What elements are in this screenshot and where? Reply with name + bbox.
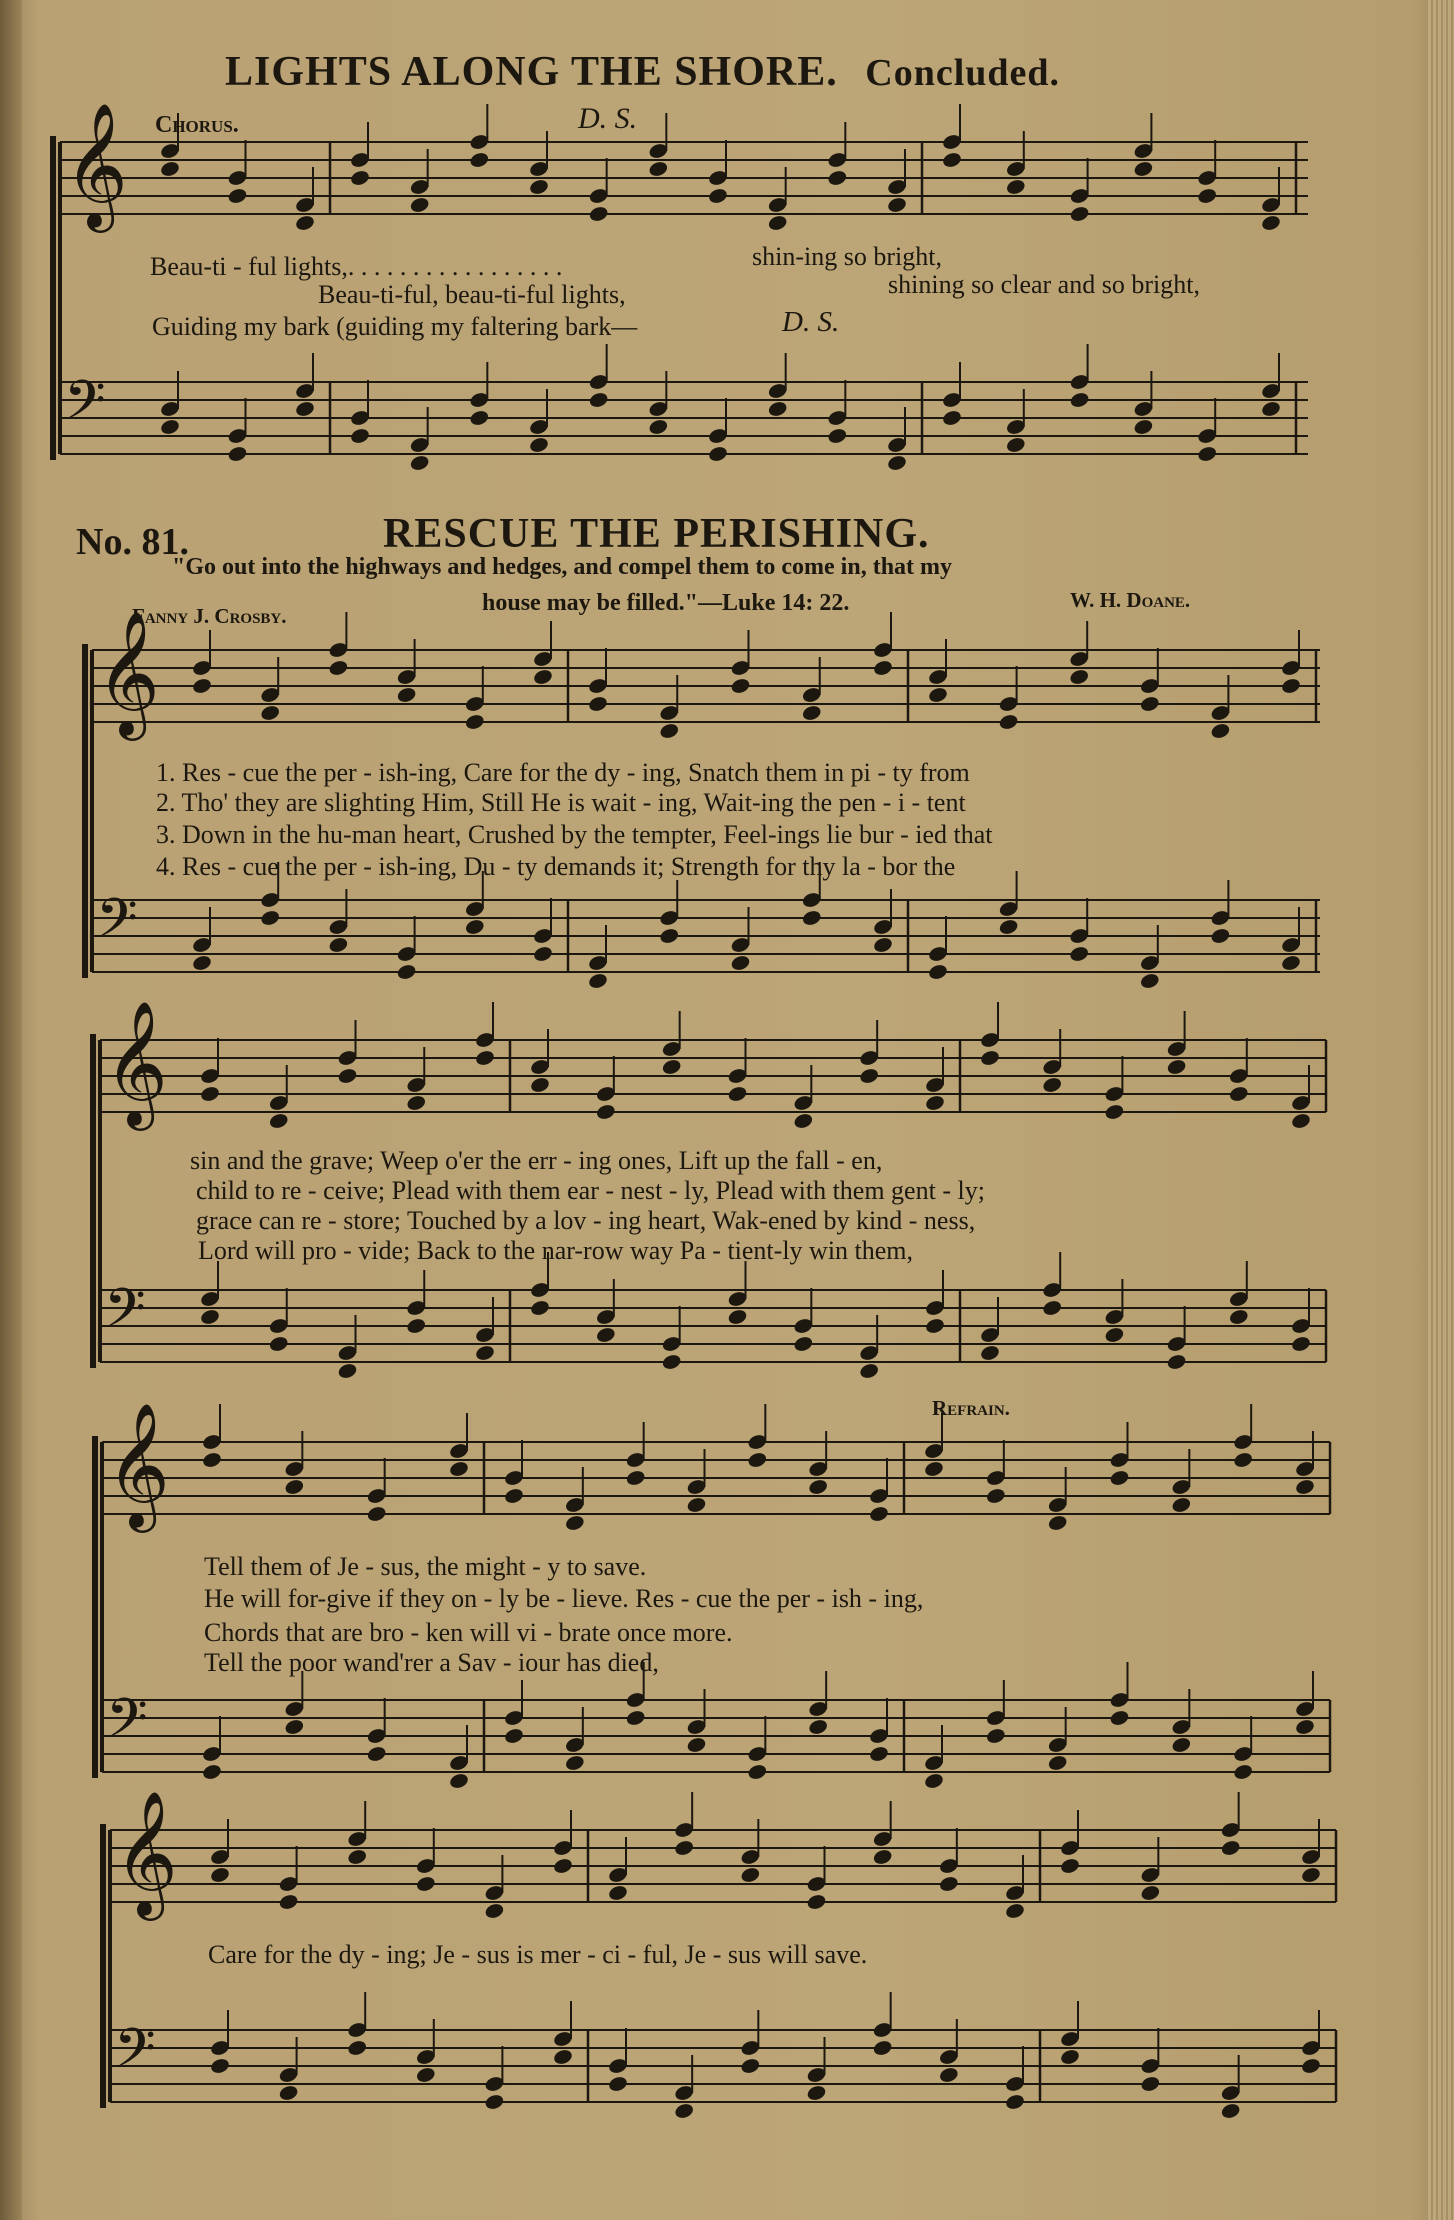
prev-system-treble-note [1005,178,1026,196]
prev-system-bass-note [1133,418,1154,436]
prev-system-treble-note [227,187,248,205]
system-1-treble-note [532,668,553,686]
prev-system-treble-note [1133,160,1154,178]
prev-system-treble-note [1197,187,1218,205]
prev-system-treble-note [827,169,848,187]
system-4-bass-note [552,2048,573,2066]
system-4-bass-note [607,2075,628,2093]
system-2-bass-note [1042,1299,1063,1317]
system-1-treble-note [191,677,212,695]
system-3-bass-note [807,1718,828,1736]
system-2-treble-note [268,1112,289,1130]
prev-system-bass-note [1069,391,1090,409]
system-2-treble-note [1104,1103,1125,1121]
system-4-brace [100,1824,106,2108]
scripture-line-1: "Go out into the highways and hedges, and compel them to come in, that my [172,554,953,580]
system-4-bass-note [872,2039,893,2057]
system-3-treble-note [564,1514,585,1532]
system-2-brace [90,1034,96,1368]
system-2-bass-note [858,1362,879,1380]
system-3-treble-note [923,1460,944,1478]
system-3-treble-note [201,1451,222,1469]
prev-system-treble-note [886,196,907,214]
verse1-line3: Tell them of Je - sus, the might - y to save. [204,1552,647,1581]
system-4-treble-note [806,1893,827,1911]
system-2-treble-note [474,1049,495,1067]
ds-mark: D. S. [578,102,638,135]
prev-system-bass-note [227,445,248,463]
system-3-bass-note [366,1745,387,1763]
prev-lyric-1a: Beau-ti - ful lights,. . . . . . . . . . . . . . . . . [150,252,563,281]
system-4-treble-note [1140,1884,1161,1902]
author: Fanny J. Crosby. [132,604,287,628]
system-1-bass-clef: 𝄢 [96,887,138,963]
system-4-treble-note [1004,1902,1025,1920]
system-4-treble-note [484,1902,505,1920]
system-2-bass-note [268,1335,289,1353]
system-4-bass-note [1300,2057,1321,2075]
system-4-treble-note [1300,1866,1321,1884]
system-1-bass-note [587,972,608,990]
prev-system-bass-note [409,454,430,472]
prev-lyric-ds: D. S. [782,306,840,338]
prev-system-treble-note [707,187,728,205]
system-3-bass-note [625,1709,646,1727]
system-3-treble-note [1109,1469,1130,1487]
system-3-treble-note [1171,1496,1192,1514]
verse1-line1: 1. Res - cue the per - ish-ing, Care for the dy - ing, Snatch them in pi - ty from [156,758,970,787]
prev-hymn-title-text: LIGHTS ALONG THE SHORE. [225,49,838,95]
system-2-treble-note [199,1085,220,1103]
system-3-bass-note [1171,1736,1192,1754]
system-1-bass-note [191,954,212,972]
system-3-treble-note [985,1487,1006,1505]
prev-system-treble-note [294,214,315,232]
system-2-treble-note [529,1076,550,1094]
system-1-treble-note [587,695,608,713]
system-2-treble-note [661,1058,682,1076]
system-2-treble-note [924,1094,945,1112]
verse2-line2: child to re - ceive; Plead with them ear - nest - ly, Plead with them gent - ly; [196,1176,985,1205]
verse4-line3: Tell the poor wand'rer a Sav - iour has died, [204,1648,659,1677]
system-3-treble-note [625,1469,646,1487]
system-3-bass-note [1109,1709,1130,1727]
system-4-treble-note [740,1866,761,1884]
system-1-bass-note [1139,972,1160,990]
system-4-bass-note [806,2084,827,2102]
chorus-label: Chorus. [155,112,239,138]
prev-system-treble-note [767,214,788,232]
system-4-treble-note [673,1839,694,1857]
verse4-line1: 4. Res - cue the per - ish-ing, Du - ty demands it; Strength for thy la - bor the [156,852,956,881]
system-4-treble-note [1059,1857,1080,1875]
system-1-treble-note [1139,695,1160,713]
system-1-treble-note [260,704,281,722]
prev-system-treble-note [349,169,370,187]
system-3-treble-note [284,1478,305,1496]
system-4-treble-note [552,1857,573,1875]
prev-system-bass-note [528,436,549,454]
system-1-treble-note [659,722,680,740]
verse3-line1: 3. Down in the hu-man heart, Crushed by the tempter, Feel-ings lie bur - ied that [156,820,993,849]
system-4-bass-note [1140,2075,1161,2093]
prev-system-treble-clef: 𝄞 [64,102,128,228]
system-1-treble-note [1210,722,1231,740]
system-4-treble-note [607,1884,628,1902]
system-3-treble-note [868,1505,889,1523]
system-4-treble-note [278,1893,299,1911]
system-4-treble-note [938,1875,959,1893]
system-3-treble-note [747,1451,768,1469]
system-3-bass-note [284,1718,305,1736]
hymn-number: No. 81. [76,521,189,563]
system-3-bass-note [747,1763,768,1781]
system-2-treble-note [1166,1058,1187,1076]
system-3-bass-clef: 𝄢 [106,1687,148,1763]
refrain-label: Refrain. [932,1396,1010,1420]
verse2-line3: He will for-give if they on - ly be - lieve. Res - cue the per - ish - ing, [204,1584,924,1613]
system-1-treble-note [872,659,893,677]
prev-system-bass-note [159,418,180,436]
system-2-treble-note [1290,1112,1311,1130]
system-2-treble-note [858,1067,879,1085]
system-3-treble-note [503,1487,524,1505]
system-1-bass-note [801,909,822,927]
system-1-treble-note [801,704,822,722]
prev-system-treble-note [469,151,490,169]
prev-lyric-1b: shin-ing so bright, [752,242,942,271]
prev-system-treble-note [528,178,549,196]
system-3-bass-note [868,1745,889,1763]
system-3-bass-note [448,1772,469,1790]
system-1-treble-note [730,677,751,695]
system-1-bass-note [396,963,417,981]
system-2-treble-note [1228,1085,1249,1103]
scripture-line-2: house may be filled."—Luke 14: 22. [482,590,850,616]
system-3-treble-note [366,1505,387,1523]
system-2-bass-note [406,1317,427,1335]
prev-system-bass-note [767,400,788,418]
system-1-treble-note [1069,668,1090,686]
system-1-treble-clef: 𝄞 [96,610,160,736]
prev-system-treble-note [588,205,609,223]
prev-system-treble-note [159,160,180,178]
system-1-treble-note [927,686,948,704]
system-4-bass-note [1059,2048,1080,2066]
system-4-bass-note [673,2102,694,2120]
verse2-line1: 2. Tho' they are slighting Him, Still He is wait - ing, Wait-ing the pen - i - tent [156,788,966,817]
system-3-bass-note [1232,1763,1253,1781]
system-1-treble-note [998,713,1019,731]
system-2-bass-note [337,1362,358,1380]
system-2-bass-note [474,1344,495,1362]
system-4-bass-note [1220,2102,1241,2120]
system-1-bass-note [260,909,281,927]
prev-system-bass-note [941,409,962,427]
system-1-bass-note [659,927,680,945]
prev-system-treble-note [648,160,669,178]
system-3-bass-note [686,1736,707,1754]
prev-hymn-concluded: Concluded. [865,52,1061,94]
system-1-bass-note [1210,927,1231,945]
system-2-bass-note [1228,1308,1249,1326]
system-4-treble-note [1220,1839,1241,1857]
prev-system-bass-note [1197,445,1218,463]
system-1-bass-note [464,918,485,936]
verse3-line3: Chords that are bro - ken will vi - brate once more. [204,1618,733,1647]
prev-lyric-3: Guiding my bark (guiding my faltering bark— [152,312,638,341]
system-3-treble-clef: 𝄞 [106,1402,170,1528]
prev-system-treble-note [409,196,430,214]
system-3-treble-note [448,1460,469,1478]
system-1-bass-note [532,945,553,963]
system-3-bass-note [923,1772,944,1790]
system-3-bass-note [1047,1754,1068,1772]
prev-lyric-2b: shining so clear and so bright, [888,270,1200,299]
system-1-bass-note [872,936,893,954]
prev-system-bass-note [294,400,315,418]
system-2-treble-note [727,1085,748,1103]
system-2-bass-note [1104,1326,1125,1344]
system-2-bass-note [924,1317,945,1335]
system-4-bass-note [347,2039,368,2057]
system-2-treble-clef: 𝄞 [104,1000,168,1126]
system-2-treble-note [406,1094,427,1112]
system-2-treble-note [595,1103,616,1121]
system-2-treble-note [1042,1076,1063,1094]
system-2-bass-note [661,1353,682,1371]
verse3-line2: grace can re - store; Touched by a lov - ing heart, Wak-ened by kind - ness, [196,1206,976,1235]
system-3-bass-note [503,1727,524,1745]
system-4-bass-note [1004,2093,1025,2111]
system-1-bass-note [927,963,948,981]
prev-system-bass-note [648,418,669,436]
system-1-bass-note [998,918,1019,936]
prev-system-bass-note [707,445,728,463]
system-3-treble-note [1047,1514,1068,1532]
system-4-treble-note [872,1848,893,1866]
system-3-brace [92,1436,98,1778]
system-2-treble-note [337,1067,358,1085]
composer: W. H. Doane. [1070,588,1191,612]
system-4-treble-note [415,1875,436,1893]
system-2-bass-note [1166,1353,1187,1371]
verse1-line2: sin and the grave; Weep o'er the err - ing ones, Lift up the fall - en, [190,1146,883,1175]
system-1-bass-note [1069,945,1090,963]
system-2-bass-note [595,1326,616,1344]
prev-system-treble-note [1069,205,1090,223]
prev-system-bass-clef: 𝄢 [64,369,106,445]
prev-system-treble-note [1260,214,1281,232]
system-2-bass-clef: 𝄢 [104,1277,146,1353]
system-1-treble-note [328,659,349,677]
system-1-treble-note [1280,677,1301,695]
system-4-treble-note [347,1848,368,1866]
system-2-bass-note [727,1308,748,1326]
system-4-bass-note [484,2093,505,2111]
system-2-bass-note [793,1335,814,1353]
system-2-treble-note [979,1049,1000,1067]
prev-system-bass-note [588,391,609,409]
system-1-bass-note [730,954,751,972]
prev-system-bass-note [469,409,490,427]
system-3-bass-note [201,1763,222,1781]
system-2-treble-note [793,1112,814,1130]
system-4-bass-clef: 𝄢 [114,2017,156,2093]
system-4-bass-note [209,2057,230,2075]
prev-system-treble-note [941,151,962,169]
system-4-bass-note [740,2057,761,2075]
system-4-bass-note [278,2084,299,2102]
system-1-bass-note [328,936,349,954]
prev-system-bass-note [1005,436,1026,454]
system-1-treble-note [396,686,417,704]
prev-system-brace [50,136,56,460]
prev-lyric-2a: Beau-ti-ful, beau-ti-ful lights, [318,280,626,309]
system-3-bass-note [985,1727,1006,1745]
system-2-bass-note [979,1344,1000,1362]
system-3-treble-note [1294,1478,1315,1496]
system-4-treble-note [209,1866,230,1884]
system-2-bass-note [1290,1335,1311,1353]
system-3-bass-note [564,1754,585,1772]
prev-system-bass-note [1260,400,1281,418]
prev-hymn-title [225,48,1060,96]
system-3-treble-note [807,1478,828,1496]
system-2-bass-note [529,1299,550,1317]
prev-system-bass-note [827,427,848,445]
verse4-line2: Lord will pro - vide; Back to the nar-row way Pa - tient-ly win them, [198,1236,914,1265]
system-3-bass-note [1294,1718,1315,1736]
system-1-brace [82,644,88,978]
hymn-title: RESCUE THE PERISHING. [383,511,930,557]
refrain-line: Care for the dy - ing; Je - sus is mer - ci - ful, Je - sus will save. [208,1940,868,1969]
prev-system-bass-note [886,454,907,472]
system-1-bass-note [1280,954,1301,972]
system-4-bass-note [938,2066,959,2084]
system-4-bass-note [415,2066,436,2084]
system-1-treble-note [464,713,485,731]
system-3-treble-note [1232,1451,1253,1469]
prev-system-bass-note [349,427,370,445]
system-2-bass-note [199,1308,220,1326]
system-3-treble-note [686,1496,707,1514]
system-4-treble-clef: 𝄞 [114,1790,178,1916]
